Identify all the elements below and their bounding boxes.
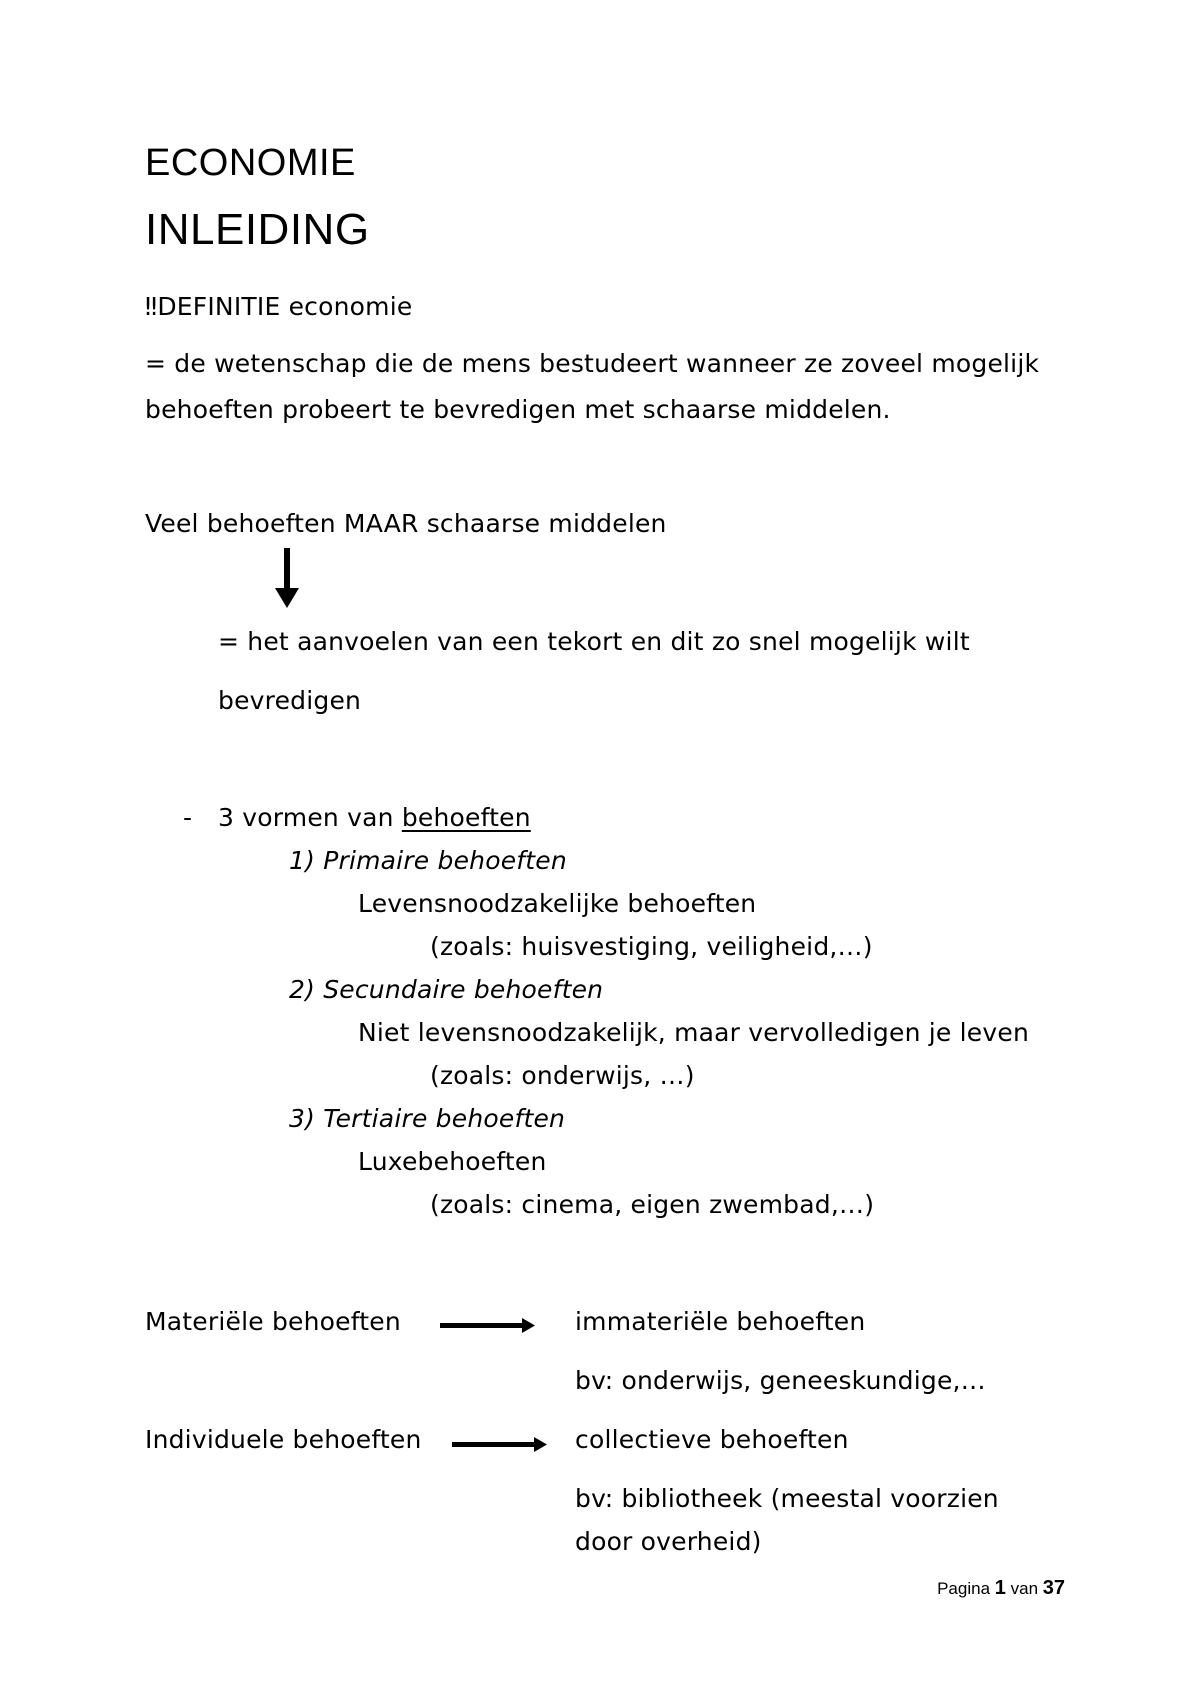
form-2-example: (zoals: onderwijs, …) [430,1061,695,1090]
forms-intro [218,803,531,832]
arrow-right-icon [452,1435,547,1453]
contrast-2-left: Individuele behoeften [145,1425,422,1454]
arrow-down-icon [272,548,302,608]
form-3-title: 3) Tertiaire behoeften [289,1104,566,1133]
form-1-example: (zoals: huisvestiging, veiligheid,…) [430,932,873,961]
arrow-right-icon [440,1316,535,1334]
form-1-description: Levensnoodzakelijke behoeften [358,889,757,918]
needs-definition-line-1: = het aanvoelen van een tekort en dit zo snel mogelijk wilt [218,627,970,656]
contrast-1-left: Materiële behoeften [145,1307,401,1336]
contrast-1-example: bv: onderwijs, geneeskundige,… [575,1366,986,1395]
list-bullet: - [183,803,193,832]
page-footer [937,1577,1065,1600]
page-total: 37 [1042,1577,1065,1599]
definition-line-1: = de wetenschap die de mens bestudeert wanneer ze zoveel mogelijk [145,349,1040,378]
contrast-2-right: collectieve behoeften [575,1425,849,1454]
page-of-label: van [1005,1579,1043,1598]
forms-intro-underlined: behoeften [401,803,531,832]
page-label: Pagina [937,1579,995,1598]
form-1-title: 1) Primaire behoeften [289,846,567,875]
forms-intro-text: 3 vormen van [218,803,402,832]
needs-definition-line-2: bevredigen [218,686,362,715]
page-number: 1 [994,1577,1006,1599]
contrast-2-example-line-2: door overheid) [575,1527,762,1556]
contrast-2-example-line-1: bv: bibliotheek (meestal voorzien [575,1484,999,1513]
needs-statement: Veel behoeften MAAR schaarse middelen [145,509,667,538]
document-title: ECONOMIE [145,142,356,184]
definition-heading: ‼DEFINITIE economie [145,292,413,321]
form-2-description: Niet levensnoodzakelijk, maar vervolledigen je leven [358,1018,1029,1047]
form-3-example: (zoals: cinema, eigen zwembad,…) [430,1190,875,1219]
contrast-1-right: immateriële behoeften [575,1307,866,1336]
definition-line-2: behoeften probeert te bevredigen met schaarse middelen. [145,395,891,424]
section-title: INLEIDING [145,205,370,254]
form-2-title: 2) Secundaire behoeften [289,975,604,1004]
form-3-description: Luxebehoeften [358,1147,547,1176]
